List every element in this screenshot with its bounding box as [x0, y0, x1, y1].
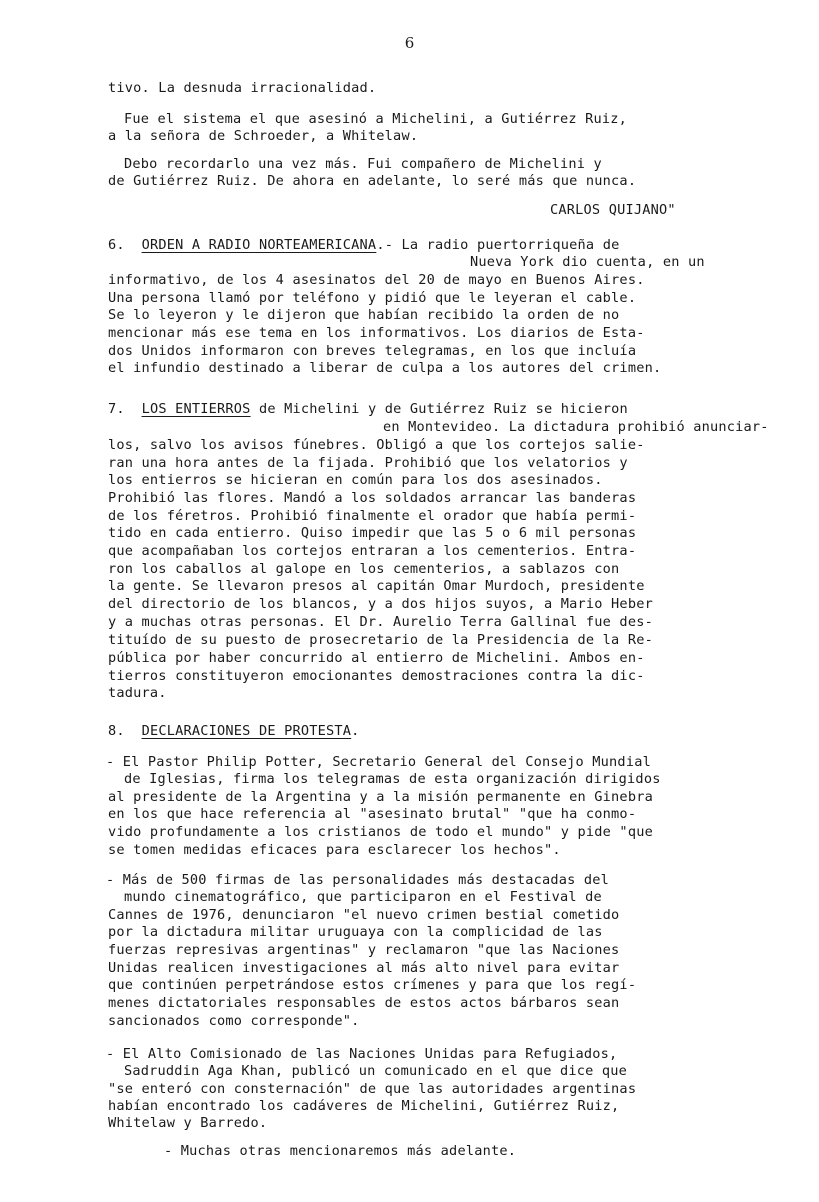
list-item-line: por la dictadura militar uruguaya con la complicidad de las: [108, 924, 603, 940]
text-line: ran una hora antes de la fijada. Prohibió que los velatorios y: [108, 455, 628, 471]
list-item-line: - El Pastor Philip Potter, Secretario General del Consejo Mundial: [106, 754, 651, 770]
list-item-line: se tomen medidas eficaces para esclarecer los hechos".: [108, 842, 561, 858]
list-item-line: "se enteró con consternación" de que las autoridades argentinas: [108, 1081, 637, 1097]
list-item-line: Cannes de 1976, denunciaron "el nuevo crimen bestial cometido: [108, 907, 620, 923]
text-line: los, salvo los avisos fúnebres. Obligó a que los cortejos salie-: [108, 437, 645, 453]
heading-text: de Michelini y de Gutiérrez Ruiz se hicieron: [250, 401, 628, 417]
heading-text: .- La radio puertorriqueña de: [376, 237, 620, 253]
text-line: Prohibió las flores. Mandó a los soldados arrancar las banderas: [108, 490, 637, 506]
list-item-line: Unidas realicen investigaciones al más alto nivel para evitar: [108, 960, 620, 976]
text-line: de los féretros. Prohibió finalmente el orador que había permi-: [108, 508, 637, 524]
text-line: los entierros se hicieran en común para los dos asesinados.: [108, 472, 603, 488]
list-item-line: - Más de 500 firmas de las personalidades más destacadas del: [106, 872, 610, 888]
text-line: de Gutiérrez Ruiz. De ahora en adelante, lo seré más que nunca.: [108, 173, 637, 189]
list-item-line: en los que hace referencia al "asesinato brutal" "que ha conmo-: [108, 806, 637, 822]
text-line: tituído de su puesto de prosecretario de la Presidencia de la Re-: [108, 632, 653, 648]
text-line: la gente. Se llevaron presos al capitán Omar Murdoch, presidente: [108, 578, 645, 594]
text-line: informativo, de los 4 asesinatos del 20 de mayo en Buenos Aires.: [108, 272, 645, 288]
section-title: ORDEN A RADIO NORTEAMERICANA: [141, 237, 377, 253]
text-line: y a muchas otras personas. El Dr. Aurelio Terra Gallinal fue des-: [108, 614, 653, 630]
closing-line: - Muchas otras mencionaremos más adelante.: [164, 1143, 517, 1159]
section-heading: [108, 401, 628, 417]
text-line: Nueva York dio cuenta, en un: [470, 254, 705, 270]
signature: CARLOS QUIJANO": [550, 202, 676, 218]
list-item-line: Whitelaw y Barredo.: [108, 1115, 268, 1131]
section-number: 7.: [108, 401, 125, 417]
text-line: a la señora de Schroeder, a Whitelaw.: [108, 128, 419, 144]
list-item-line: de Iglesias, firma los telegramas de esta organización dirigidos: [124, 771, 661, 787]
list-item-line: habían encontrado los cadáveres de Michelini, Gutiérrez Ruiz,: [108, 1098, 620, 1114]
list-item-line: al presidente de la Argentina y a la misión permanente en Ginebra: [108, 789, 653, 805]
section-number: 8.: [108, 723, 125, 739]
text-line: dos Unidos informaron con breves telegramas, en los que incluía: [108, 343, 637, 359]
section-number: 6.: [108, 237, 125, 253]
text-line: Fue el sistema el que asesinó a Michelini, a Gutiérrez Ruiz,: [124, 111, 628, 127]
text-line: ron los caballos al galope en los cementerios, a sablazos con: [108, 561, 620, 577]
list-item-line: Sadruddin Aga Khan, publicó un comunicado en el que dice que: [124, 1063, 628, 1079]
text-line: tadura.: [108, 685, 167, 701]
text-line: del directorio de los blancos, y a dos hijos suyos, a Mario Heber: [108, 596, 653, 612]
list-item-line: sancionados como corresponde".: [108, 1013, 360, 1029]
text-line: el infundio destinado a liberar de culpa a los autores del crimen.: [108, 360, 662, 376]
list-item-line: que continúen perpetrándose estos crímenes y para que los regí-: [108, 977, 637, 993]
list-item-line: mundo cinematográfico, que participaron en el Festival de: [124, 889, 602, 905]
list-item-line: fuerzas represivas argentinas" y reclamaron "que las Naciones: [108, 942, 620, 958]
text-line: que acompañaban los cortejos entraran a los cementerios. Entra-: [108, 543, 637, 559]
heading-text: .: [351, 723, 360, 739]
text-line: tierros constituyeron emocionantes demostraciones contra la dic-: [108, 668, 645, 684]
list-item-line: menes dictatoriales responsables de estos actos bárbaros sean: [108, 995, 620, 1011]
section-heading: [108, 723, 360, 739]
page-number: 6: [404, 34, 415, 52]
text-line: pública por haber concurrido al entierro de Michelini. Ambos en-: [108, 650, 645, 666]
section-title: DECLARACIONES DE PROTESTA: [141, 723, 352, 739]
list-item-line: vido profundamente a los cristianos de todo el mundo" y pide "que: [108, 824, 653, 840]
text-line: tivo. La desnuda irracionalidad.: [108, 80, 377, 96]
text-line: Una persona llamó por teléfono y pidió que le leyeran el cable.: [108, 290, 637, 306]
text-line: en Montevideo. La dictadura prohibió anunciar-: [383, 419, 769, 435]
section-heading: [108, 237, 619, 253]
list-item-line: - El Alto Comisionado de las Naciones Unidas para Refugiados,: [106, 1046, 618, 1062]
text-line: mencionar más ese tema en los informativos. Los diarios de Esta-: [108, 325, 645, 341]
section-title: LOS ENTIERROS: [141, 401, 251, 417]
text-line: Se lo leyeron y le dijeron que habían recibido la orden de no: [108, 307, 620, 323]
text-line: Debo recordarlo una vez más. Fui compañero de Michelini y: [124, 156, 602, 172]
text-line: tido en cada entierro. Quiso impedir que las 5 o 6 mil personas: [108, 525, 637, 541]
